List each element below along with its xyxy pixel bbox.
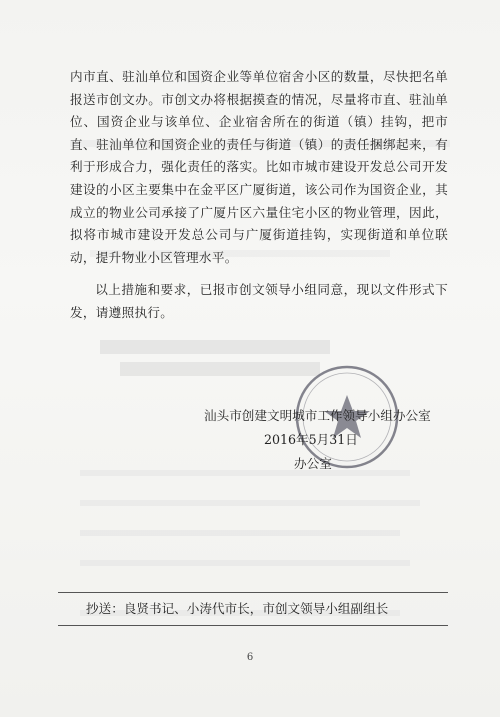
body-paragraph-2: 以上措施和要求，已报市创文领导小组同意，现以文件形式下发，请遵照执行。 bbox=[70, 282, 448, 320]
signature-block bbox=[204, 404, 464, 476]
issuing-organization: 汕头市创建文明城市工作领导小组办公室 bbox=[204, 408, 431, 423]
cc-text: 抄送：良贤书记、小涛代市长，市创文领导小组副组长 bbox=[86, 601, 389, 616]
body-paragraph-1: 内市直、驻汕单位和国资企业等单位宿舍小区的数量，尽快把名单报送市创文办。市创文办将根据摸查的情况，尽量将市直、驻汕单位、国资企业与该单位、企业宿舍所在的街道（镇）挂钩，把市直、驻汕单位和国资企业的责任与街道（镇）的责任捆绑起来，有利于形成合力，强化责任的落实。比如市城市建设开发总公司开发建设的小区主要集中在金平区广厦街道，该公司作为国资企业，其成立的物业公司承接了广厦片区六量住宅小区的物业管理，因此，拟将市城市建设开发总公司与广厦街道挂钩，实现街道和单位联动，提升物业小区管理水平。 bbox=[70, 69, 448, 265]
document-body bbox=[70, 66, 448, 325]
issuing-office: 办公室 bbox=[294, 456, 332, 471]
issue-date: 2016年5月31日 bbox=[264, 432, 358, 447]
cc-line bbox=[58, 592, 448, 626]
page-number: 6 bbox=[246, 652, 254, 663]
